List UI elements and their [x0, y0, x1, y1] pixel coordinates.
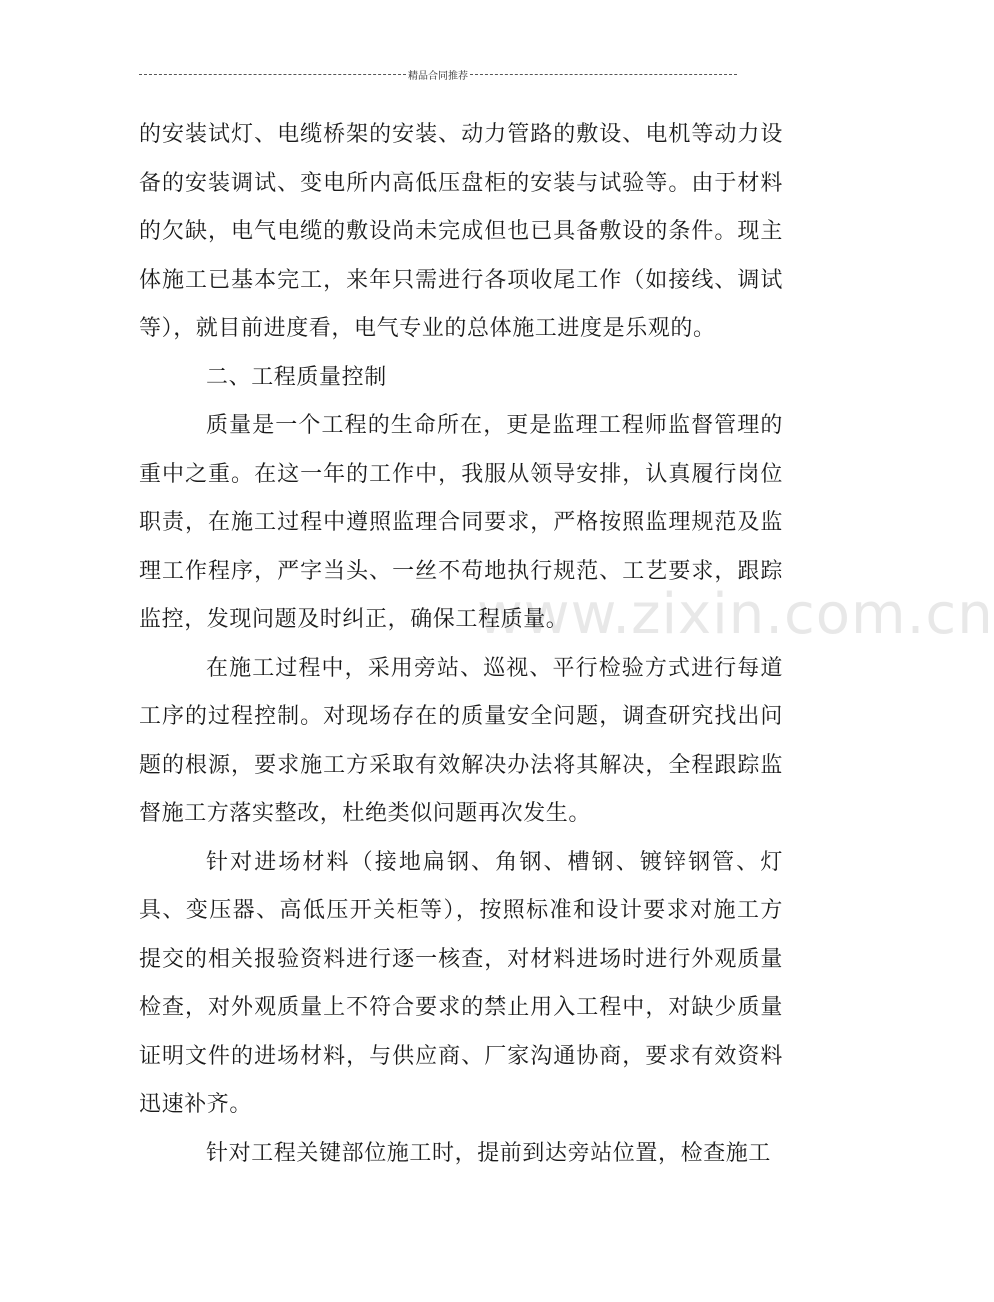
header-rule-right: [470, 74, 737, 75]
paragraph-materials: 针对进场材料（接地扁钢、角钢、槽钢、镀锌钢管、灯具、变压器、高低压开关柜等），按照标准和设计要求对施工方提交的相关报验资料进行逐一核查，对材料进场时进行外观质量检查，对外观质量上不符合要求的禁止用入工程中，对缺少质量证明文件的进场材料，与供应商、厂家沟通协商，要求有效资料迅速补齐。: [139, 849, 783, 1117]
paragraph-key-parts: 针对工程关键部位施工时，提前到达旁站位置，检查施工: [206, 1140, 772, 1166]
page-header: [139, 66, 737, 82]
paragraph-process-control: 在施工过程中，采用旁站、巡视、平行检验方式进行每道工序的过程控制。对现场存在的质量安全问题，调查研究找出问题的根源，要求施工方采取有效解决办法将其解决，全程跟踪监督施工方落实整改，杜绝类似问题再次发生。: [139, 655, 783, 826]
section-heading: 二、工程质量控制: [206, 364, 387, 390]
paragraph-quality-intro: 质量是一个工程的生命所在，更是监理工程师监督管理的重中之重。在这一年的工作中，我服从领导安排，认真履行岗位职责，在施工过程中遵照监理合同要求，严格按照监理规范及监理工作程序，严字当头、一丝不苟地执行规范、工艺要求，跟踪监控，发现问题及时纠正，确保工程质量。: [139, 413, 783, 632]
watermark: www.zixin.com.cn: [477, 582, 994, 647]
paragraph-continuation: 的安装试灯、电缆桥架的安装、动力管路的敷设、电机等动力设备的安装调试、变电所内高低压盘柜的安装与试验等。由于材料的欠缺，电气电缆的敷设尚未完成但也已具备敷设的条件。现主体施工已基本完工，来年只需进行各项收尾工作（如接线、调试等），就目前进度看，电气专业的总体施工进度是乐观的。: [139, 122, 783, 341]
header-rule-left: [139, 74, 406, 75]
document-body: [139, 111, 783, 1178]
header-title: 精品合同推荐: [408, 70, 468, 82]
